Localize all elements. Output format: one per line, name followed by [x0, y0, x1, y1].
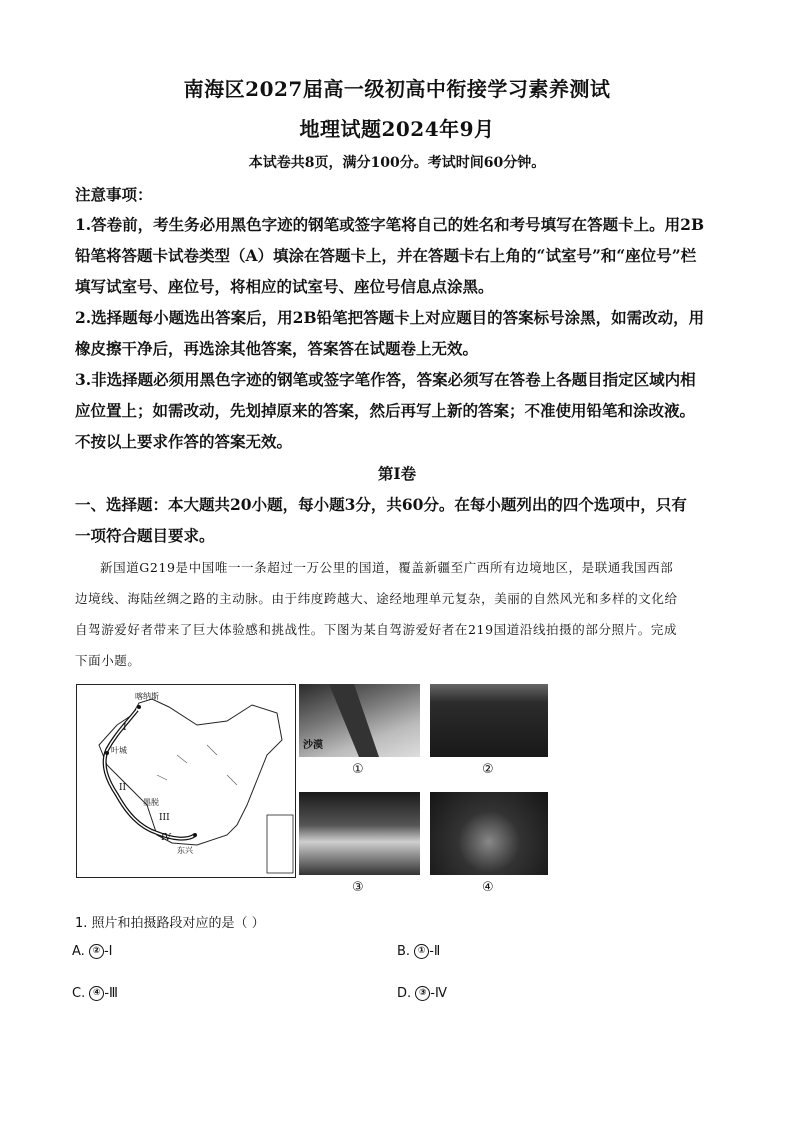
notice-line: 应位置上；如需改动，先划掉原来的答案，然后再写上新的答案；不准使用铅笔和涂改液。: [75, 401, 696, 420]
option-photo-number: ③: [415, 986, 430, 1001]
map-label-seg3: III: [159, 813, 170, 823]
option-photo-number: ①: [414, 944, 429, 959]
route-map: [76, 684, 296, 878]
exam-subtitle: 地理试题2024年9月: [299, 117, 495, 141]
section-instruction: 一、选择题：本大题共20小题，每小题3分，共60分。在每小题列出的四个选项中，只有: [75, 495, 687, 514]
notice-line: 铅笔将答题卡试卷类型（A）填涂在答题卡上，并在答题卡右上角的“试室号”和“座位号”栏: [75, 246, 697, 265]
exam-info: 本试卷共8页，满分100分。考试时间60分钟。: [248, 155, 546, 171]
passage-line: 新国道G219是中国唯一一条超过一万公里的国道，覆盖新疆至广西所有边境地区，是联通我国西部: [100, 560, 674, 575]
option-photo-number: ④: [89, 986, 104, 1001]
option-b[interactable]: [397, 944, 440, 959]
exam-title: 南海区2027届高一级初高中衔接学习素养测试: [183, 77, 611, 101]
photo-caption-3: ③: [352, 880, 364, 895]
map-label-dongxing: 东兴: [177, 846, 193, 855]
section-title: 第I卷: [377, 464, 417, 483]
option-segment: -Ⅳ: [430, 986, 447, 1001]
map-label-yecheng: 叶城: [111, 746, 127, 755]
notice-line: 2.选择题每小题选出答案后，用2B铅笔把答题卡上对应题目的答案标号涂黑，如需改动，用: [75, 308, 705, 327]
photo-snow-mountain: [299, 792, 420, 875]
option-letter: C.: [72, 986, 86, 1001]
notice-line: 3.非选择题必须用黑色字迹的钢笔或签字笔作答，答案必须写在答卷上各题目指定区域内相: [75, 370, 696, 389]
option-a[interactable]: [72, 944, 112, 959]
option-photo-number: ②: [89, 944, 104, 959]
option-segment: -I: [103, 944, 113, 959]
map-label-kanas: 喀纳斯: [135, 692, 159, 701]
passage-line: 边境线、海陆丝绸之路的主动脉。由于纬度跨越大、途经地理单元复杂，美丽的自然风光和多样的文化给: [75, 591, 678, 606]
notice-heading: 注意事项：: [75, 185, 153, 204]
notice-line: 填写试室号、座位号，将相应的试室号、座位号信息点涂黑。: [75, 277, 494, 296]
photo-caption-2: ②: [482, 762, 494, 777]
option-letter: D.: [397, 986, 412, 1001]
photo-caption-1: ①: [352, 762, 364, 777]
photo-desert-road: [299, 684, 420, 757]
notice-line: 1.答卷前，考生务必用黑色字迹的钢笔或签字笔将自己的姓名和考号填写在答题卡上。用2B: [75, 215, 705, 234]
option-letter: A.: [72, 944, 85, 959]
map-label-mojiang: 墨脱: [143, 798, 159, 807]
passage-line: 自驾游爱好者带来了巨大体验感和挑战性。下图为某自驾游爱好者在219国道沿线拍摄的部分照片。完成: [75, 622, 678, 637]
map-label-seg4: IV: [161, 833, 172, 843]
section-instruction: 一项符合题目要求。: [75, 526, 215, 545]
passage-line: 下面小题。: [75, 653, 141, 668]
photo1-overlay-label: 沙漠: [303, 740, 323, 751]
photo-forest: [430, 684, 548, 757]
option-letter: B.: [397, 944, 411, 959]
notice-line: 橡皮擦干净后，再选涂其他答案，答案答在试题卷上无效。: [75, 339, 479, 358]
map-label-seg1: I: [123, 723, 127, 733]
notice-line: 不按以上要求作答的答案无效。: [75, 432, 293, 451]
question-stem: 1. 照片和拍摄路段对应的是（ ）: [75, 916, 265, 931]
map-label-seg2: II: [119, 783, 127, 793]
photo-valley: [430, 792, 548, 875]
option-d[interactable]: [397, 986, 447, 1001]
option-c[interactable]: [72, 986, 118, 1001]
photo-caption-4: ④: [482, 880, 494, 895]
option-segment: -Ⅱ: [429, 944, 441, 959]
option-segment: -Ⅲ: [104, 986, 119, 1001]
